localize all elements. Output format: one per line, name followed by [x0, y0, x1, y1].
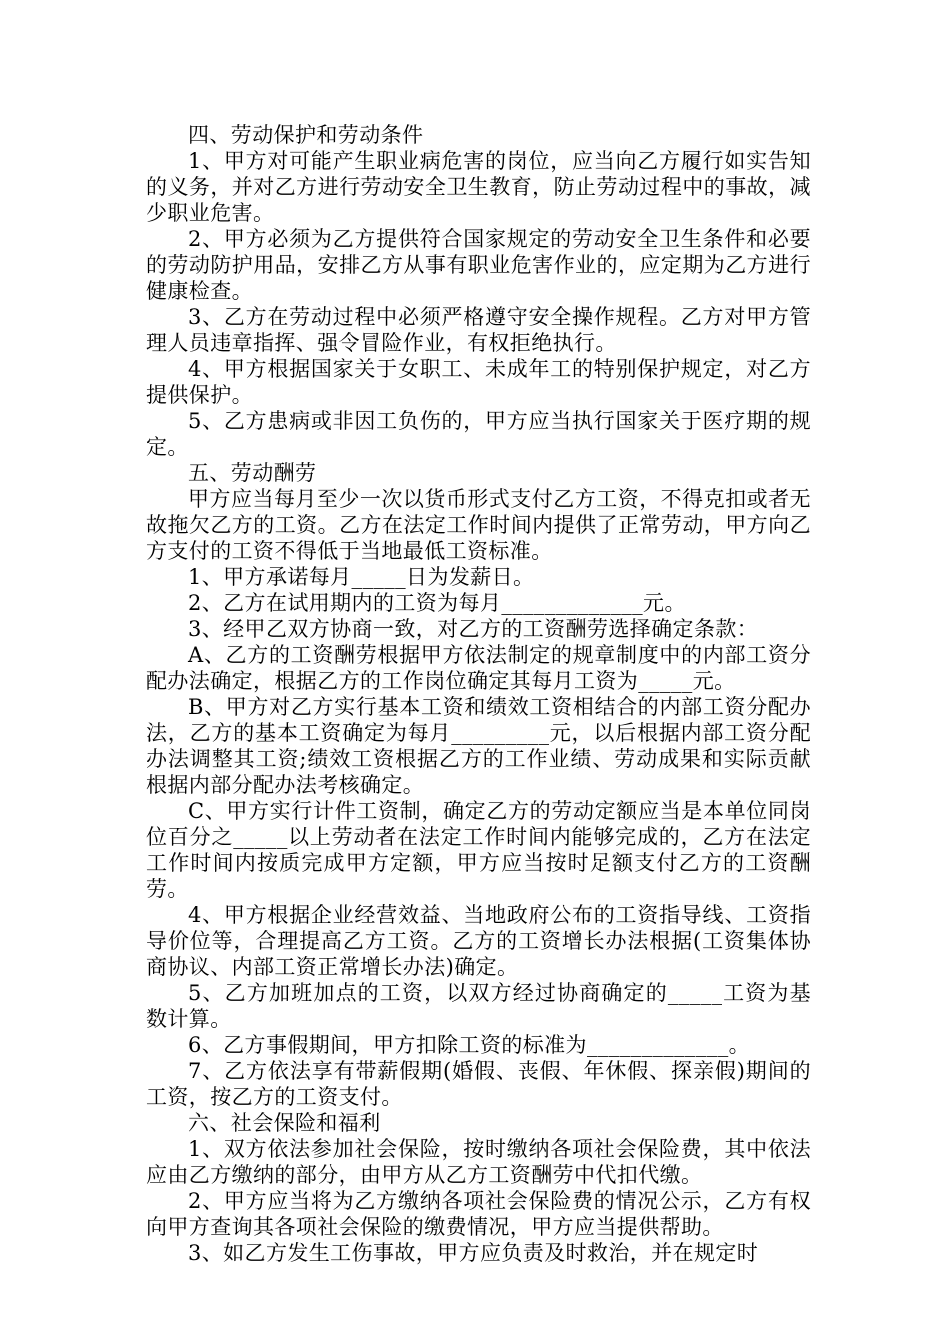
paragraph: 1、甲方对可能产生职业病危害的岗位，应当向乙方履行如实告知的义务，并对乙方进行劳动安全卫生教育，防止劳动过程中的事故，减少职业危害。	[146, 149, 811, 225]
paragraph: 6、乙方事假期间，甲方扣除工资的标准为_____________。	[188, 1033, 751, 1057]
paragraph: A、乙方的工资酬劳根据甲方依法制定的规章制度中的内部工资分配办法确定，根据乙方的工作岗位确定其每月工资为_____元。	[146, 643, 811, 693]
paragraph: 1、双方依法参加社会保险，按时缴纳各项社会保险费，其中依法应由乙方缴纳的部分，由甲方从乙方工资酬劳中代扣代缴。	[146, 1137, 811, 1187]
paragraph: 3、经甲乙双方协商一致，对乙方的工资酬劳选择确定条款：	[188, 617, 759, 641]
paragraph: 2、乙方在试用期内的工资为每月_____________元。	[188, 591, 686, 615]
paragraph: 5、乙方患病或非因工负伤的，甲方应当执行国家关于医疗期的规定。	[146, 409, 811, 459]
document-body	[146, 122, 811, 1266]
paragraph: 3、如乙方发生工伤事故，甲方应负责及时救治，并在规定时	[188, 1241, 759, 1265]
paragraph: 甲方应当每月至少一次以货币形式支付乙方工资，不得克扣或者无故拖欠乙方的工资。乙方在法定工作时间内提供了正常劳动，甲方向乙方支付的工资不得低于当地最低工资标准。	[146, 487, 811, 563]
section-heading-remuneration: 五、劳动酬劳	[188, 461, 317, 485]
paragraph: 5、乙方加班加点的工资，以双方经过协商确定的_____工资为基数计算。	[146, 981, 811, 1031]
section-heading-labor-protection: 四、劳动保护和劳动条件	[188, 123, 424, 147]
paragraph: C、甲方实行计件工资制，确定乙方的劳动定额应当是本单位同岗位百分之_____以上劳动者在法定工作时间内能够完成的，乙方在法定工作时间内按质完成甲方定额，甲方应当按时足额支付乙方的工资酬劳。	[146, 799, 811, 901]
paragraph: 3、乙方在劳动过程中必须严格遵守安全操作规程。乙方对甲方管理人员违章指挥、强令冒险作业，有权拒绝执行。	[146, 305, 811, 355]
paragraph: 2、甲方必须为乙方提供符合国家规定的劳动安全卫生条件和必要的劳动防护用品，安排乙方从事有职业危害作业的，应定期为乙方进行健康检查。	[146, 227, 811, 303]
paragraph: 7、乙方依法享有带薪假期(婚假、丧假、年休假、探亲假)期间的工资，按乙方的工资支付。	[146, 1059, 811, 1109]
paragraph: 2、甲方应当将为乙方缴纳各项社会保险费的情况公示，乙方有权向甲方查询其各项社会保险的缴费情况，甲方应当提供帮助。	[146, 1189, 811, 1239]
section-heading-social-insurance: 六、社会保险和福利	[188, 1111, 381, 1135]
paragraph: 1、甲方承诺每月_____日为发薪日。	[188, 565, 535, 589]
paragraph: 4、甲方根据企业经营效益、当地政府公布的工资指导线、工资指导价位等，合理提高乙方工资。乙方的工资增长办法根据(工资集体协商协议、内部工资正常增长办法)确定。	[146, 903, 811, 979]
paragraph: B、甲方对乙方实行基本工资和绩效工资相结合的内部工资分配办法，乙方的基本工资确定为每月_________元，以后根据内部工资分配办法调整其工资;绩效工资根据乙方的工作业绩、劳动成果和实际贡献根据内部分配办法考核确定。	[146, 695, 811, 797]
paragraph: 4、甲方根据国家关于女职工、未成年工的特别保护规定，对乙方提供保护。	[146, 357, 811, 407]
